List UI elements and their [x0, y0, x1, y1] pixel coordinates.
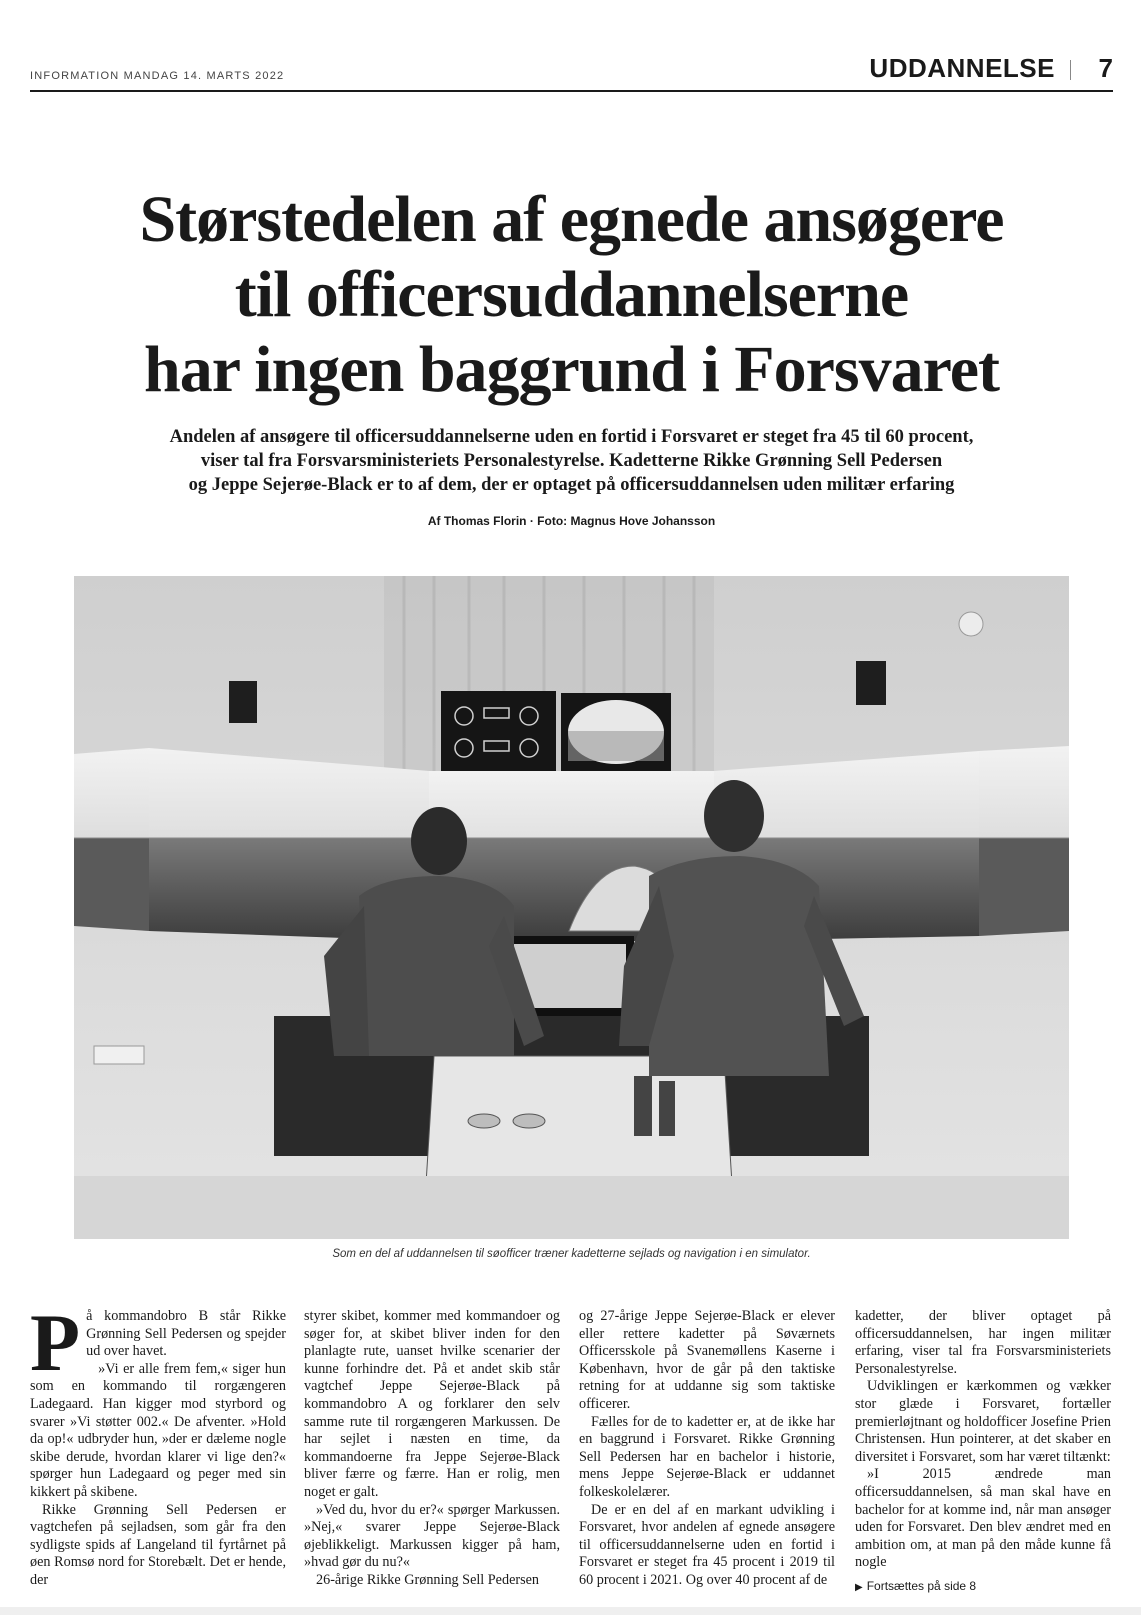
article-paragraph: Fælles for de to kadetter er, at de ikke har en baggrund i Forsvaret. Rikke Grønning Sell Pedersen har en bachelor i historie, mens Jeppe Sejerøe-Black er uddannet folkeskolelærer.	[579, 1413, 835, 1500]
dateline: INFORMATION MANDAG 14. MARTS 2022	[30, 70, 285, 82]
article-column-1	[30, 1297, 286, 1590]
lede-line-3: og Jeppe Sejerøe-Black er to af dem, der er optaget på officersuddannelsen uden militær erfaring	[188, 475, 955, 495]
headline-line-1: Størstedelen af egnede ansøgere	[139, 183, 1004, 256]
headline	[30, 182, 1113, 407]
article-paragraph: og 27-årige Jeppe Sejerøe-Black er elever eller rettere kadetter på Søværnets Officersskole på Svanemøllens Kaserne i København, hvor de går på den taktiske retning for at uddanne sig som taktiske officerer.	[579, 1308, 835, 1412]
article-paragraph: Rikke Grønning Sell Pedersen er vagtchefen på sejladsen, som går fra den sydligste spids af Langeland til fyrtårnet på øen Romsø nord for Storebælt. Det er hende, der	[30, 1501, 286, 1588]
byline: Af Thomas Florin · Foto: Magnus Hove Johansson	[427, 514, 716, 528]
article-paragraph: »Ved du, hvor du er?« spørger Markussen. »Nej,« svarer Jeppe Sejerøe-Black øjeblikkeligt. Markussen kigger på ham, »hvad gør du nu?«	[304, 1501, 560, 1571]
footer-strip	[0, 1607, 1141, 1615]
article-paragraph: styrer skibet, kommer med kommandoer og søger for, at skibet bliver inden for den planlagte rute, uanset hvilke scenarier der kunne forhindre det. På et andet skib står vagtchef Jeppe Sejerøe-Black på kommandobro A og forklarer den selv samme rute til rorgængeren Markussen. De har sejlet i næsten en time, da kommandoerne fra Jeppe Sejerøe-Black bliver færre og færre. Han er rolig, men noget er galt.	[304, 1308, 560, 1500]
article-paragraph: »I 2015 ændrede man officersuddannelsen, så man skal have en bachelor for at komme ind, når man ansøger uden for Forsvaret. Den blev ændret med en ambition om, at man på den måde kunne få nogle	[855, 1466, 1111, 1571]
lede-line-2: viser tal fra Forsvarsministeriets Personalestyrelse. Kadetterne Rikke Grønning Sell Pedersen	[200, 451, 943, 471]
paragraph-text: å kommandobro B står Rikke Grønning Sell Pedersen og spejder ud over havet.	[86, 1308, 286, 1360]
continued-label: Fortsættes på side 8	[866, 1578, 977, 1593]
speaker-right	[856, 661, 886, 705]
photo-caption: Som en del af uddannelsen til søofficer træner kadetterne sejlads og navigation i en simulator.	[332, 1248, 811, 1260]
article-paragraph: Udviklingen er kærkommen og vækker stor glæde i Forsvaret, fortæller premierløjtnant og holdofficer Josefine Prien Christensen. Hun pointerer, at det skaber en diversitet i Forsvaret, som har været tiltænkt:	[855, 1378, 1111, 1465]
article-paragraph: kadetter, der bliver optaget på officersuddannelsen, har ingen militær erfaring, viser tal fra Forsvarsministeriets Personalestyrelse.	[855, 1308, 1111, 1377]
section-label: UDDANNELSE	[869, 53, 1055, 83]
wall-socket	[94, 1046, 144, 1064]
drop-cap: P	[30, 1297, 81, 1388]
lede	[100, 425, 1043, 497]
article-column-3	[579, 1308, 835, 1590]
article-paragraph: 26-årige Rikke Grønning Sell Pedersen	[316, 1571, 540, 1588]
simulator-photo-illustration	[74, 576, 1069, 1239]
speaker-left	[229, 681, 257, 723]
article-column-4	[855, 1308, 1111, 1597]
camera	[959, 612, 983, 636]
lede-line-1: Andelen af ansøgere til officersuddannelserne uden en fortid i Forsvaret er steget fra 45 til 60 procent,	[169, 427, 974, 447]
article-paragraph	[30, 1297, 286, 1388]
play-arrow-icon: ▶	[855, 1581, 863, 1593]
continued-link[interactable]	[855, 1578, 1111, 1597]
simulator-photo	[74, 576, 1069, 1239]
article-paragraph: »Vi er alle frem fem,« siger hun som en kommando til rorgængeren Ladegaard. Han kigger mod styrbord og svarer »Vi støtter 002.« De afventer. »Hold da op!« udbryder hun, »der er dæleme nogle skibe derude, hvordan klarer vi lige den?« spørger hun Ladegaard og peger med sin kikkert på skibene.	[30, 1360, 286, 1500]
headline-line-2: til officersuddannelserne	[234, 258, 909, 331]
page-number: 7	[1098, 53, 1113, 83]
masthead-divider	[1070, 60, 1071, 80]
article-column-2	[304, 1308, 560, 1590]
article-paragraph: De er en del af en markant udvikling i Forsvaret, hvor andelen af egnede ansøgere til officersuddannelserne uden en fortid i Forsvaret er steget fra 45 procent i 2019 til 60 procent i 2021. Og over 40 procent af de	[579, 1501, 835, 1588]
headline-line-3: har ingen baggrund i Forsvaret	[144, 333, 999, 406]
instrument-monitor	[441, 691, 556, 773]
masthead	[30, 52, 1113, 92]
